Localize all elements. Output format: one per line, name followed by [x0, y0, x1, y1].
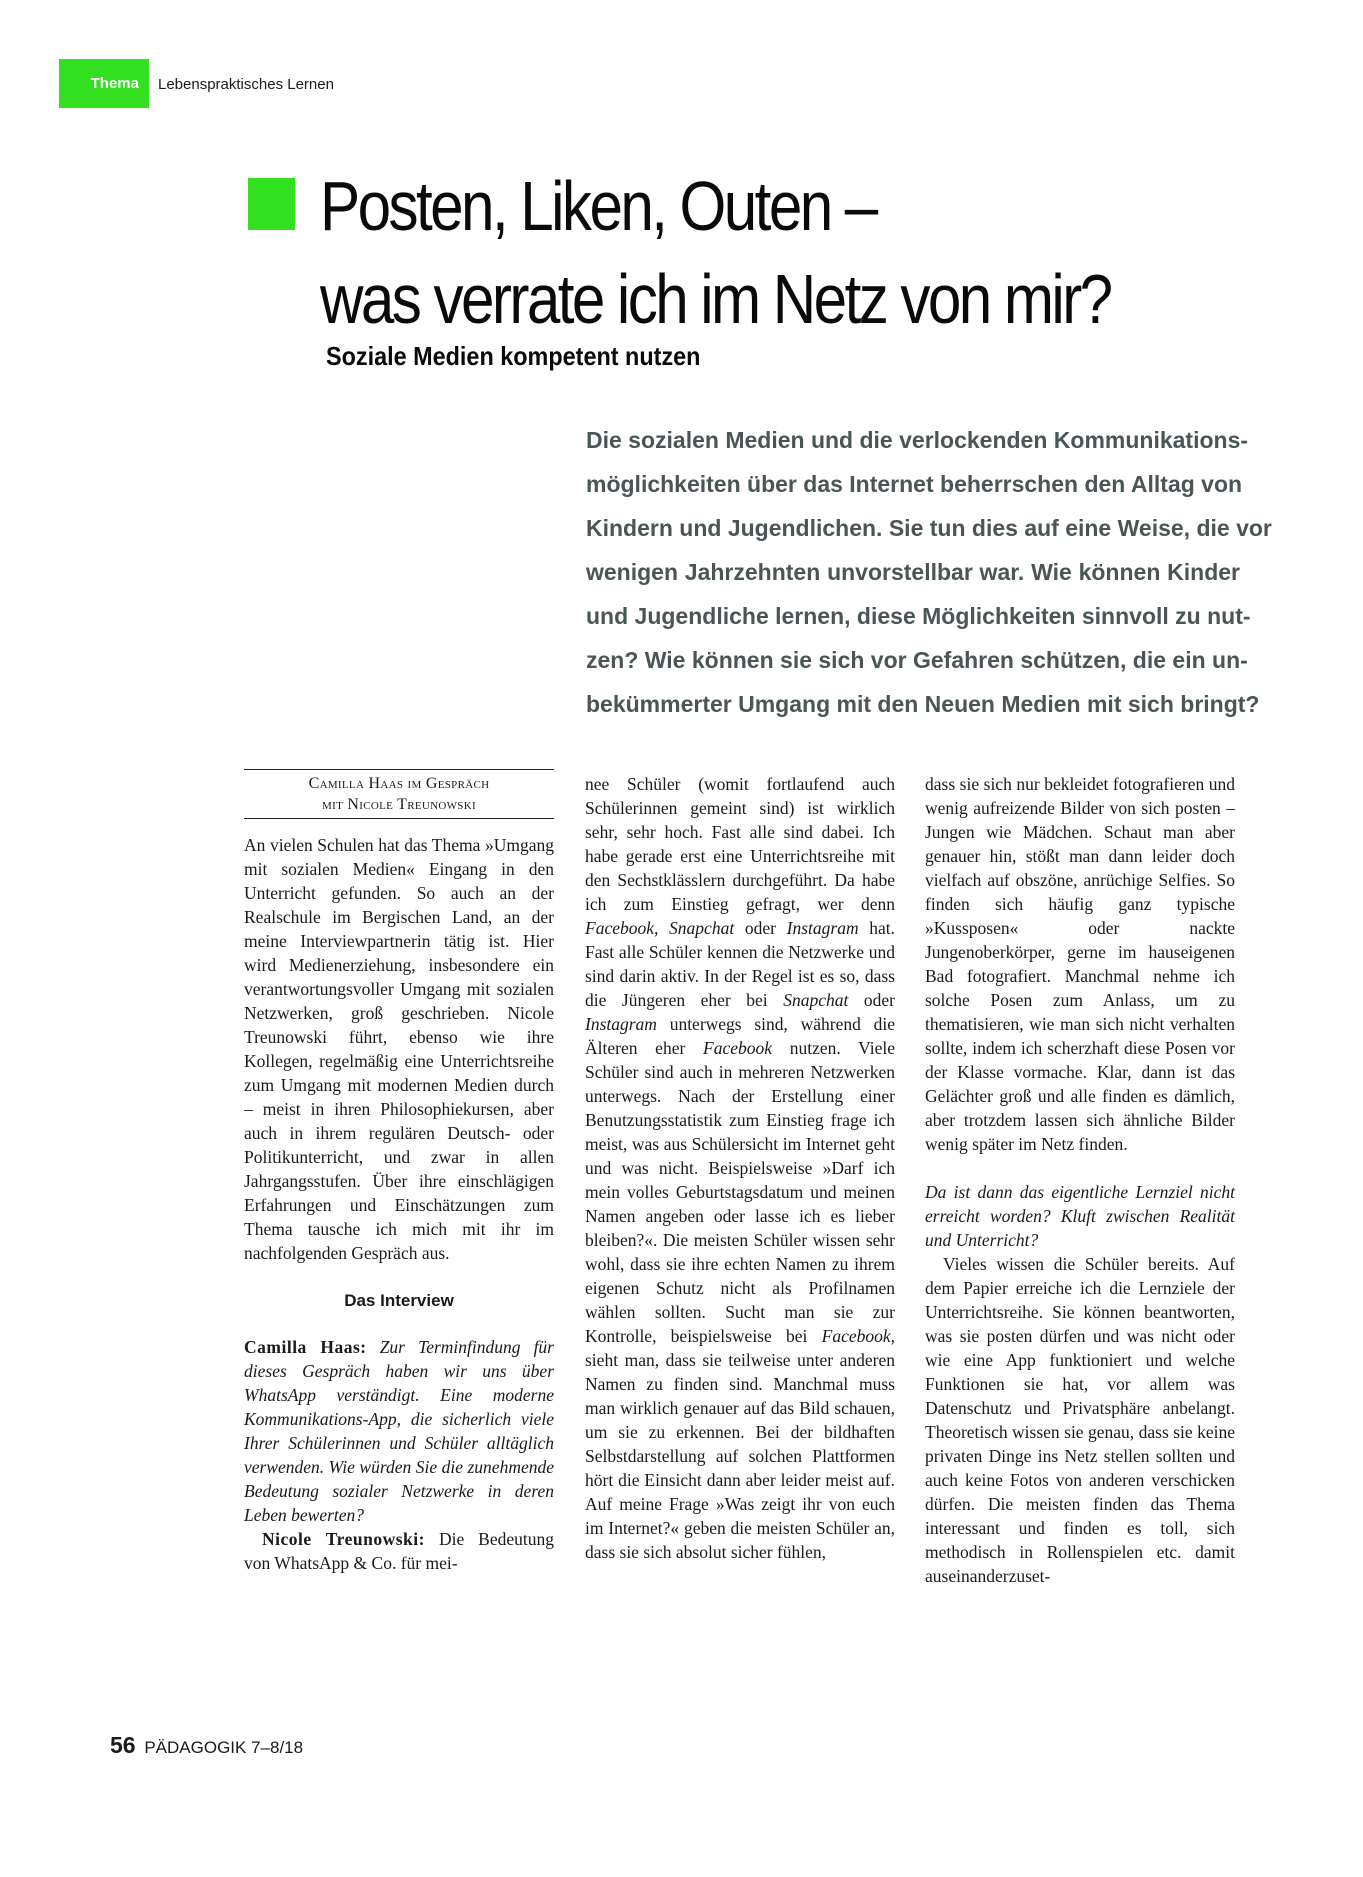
- platform-snapchat: Snapchat: [783, 990, 849, 1010]
- page-footer: [110, 1732, 303, 1759]
- platform-snapchat: Snapchat: [669, 918, 735, 938]
- speaker-interviewee: Nicole Treunowski:: [262, 1529, 425, 1549]
- byline-line-1: Camilla Haas im Gespräch: [308, 775, 490, 792]
- answer-1-end: dass sie sich nur bekleidet fotografieren und wenig aufreizende Bilder von sich posten – Jungen wie Mädchen. Schaut man aber genauer hin, stößt man dann leider doch vielfach auf obszöne, anrüchige Selfies. So finden sich häufig ganz typische »Kussposen« oder nackte Jungenoberkörper, gerne im hauseigenen Bad fotografiert. Manchmal nehme ich solche Posen zum Anlass, um zu thematisieren, wie man sich nicht verhalten sollte, indem ich scherzhaft diese Posen vor der Klasse vormache. Klar, dann ist das Gelächter groß und alle finden es dämlich, aber trotzdem lassen sich ähnliche Bilder wenig später im Netz finden.: [925, 774, 1235, 1154]
- platform-facebook: Facebook,: [585, 918, 659, 938]
- answer-1-continued: [585, 772, 895, 1564]
- section-tag-label: Thema: [90, 75, 139, 92]
- answer-text-part: oder: [744, 918, 776, 938]
- article-title: [320, 160, 1111, 346]
- question-text: Zur Terminfindung für dieses Gespräch haben wir uns über WhatsApp verständigt. Eine moderne Kommunikations-App, die sicherlich viele Ihrer Schülerinnen und Schüler alltäglich verwenden. Wie würden Sie die zunehmende Bedeutung sozialer Netzwerke in deren Leben bewerten?: [244, 1337, 554, 1525]
- answer-text-part: hat. Fast alle Schüler kennen die Netzwerke und sind darin aktiv. In der Regel ist es so, dass die Jüngeren eher bei: [585, 918, 896, 1010]
- platform-instagram: Instagram: [786, 918, 859, 938]
- intro-line: möglichkeiten über das Internet beherrschen den Alltag von: [586, 471, 1243, 497]
- column-2: [585, 772, 895, 1564]
- answer-text-part: oder: [863, 990, 896, 1010]
- speaker-interviewer: Camilla Haas:: [244, 1337, 367, 1357]
- intro-line: zen? Wie können sie sich vor Gefahren schützen, die ein un-: [586, 647, 1248, 673]
- lead-paragraph: An vielen Schulen hat das Thema »Umgang mit sozialen Medien« Eingang in den Unterricht gefunden. So auch an der Realschule im Bergischen Land, an der meine Interviewpartnerin tätig ist. Hier wird Medienerziehung, insbesondere ein verantwortungsvoller Umgang mit sozialen Netzwerken, groß geschrieben. Nicole Treunowski führt, ebenso wie ihre Kollegen, regelmäßig eine Unterrichtsreihe zum Umgang mit modernen Medien durch – meist in ihren Philosophiekursen, aber auch in ihrem regulären Deutsch- oder Politikunterricht, und zwar in allen Jahrgangsstufen. Über ihre einschlägigen Erfahrungen und Einschätzungen zum Thema tausche ich mich mit ihr im nachfolgenden Gespräch aus.: [244, 835, 554, 1263]
- title-line-2: was verrate ich im Netz von mir?: [320, 260, 1111, 338]
- page-number: 56: [110, 1732, 136, 1758]
- column-1: [244, 769, 554, 1575]
- platform-facebook: Facebook,: [821, 1326, 895, 1346]
- journal-issue: PÄDAGOGIK 7–8/18: [144, 1738, 304, 1757]
- title-square-marker: [248, 178, 295, 230]
- intro-line: wenigen Jahrzehnten unvorstellbar war. Wie können Kinder: [586, 559, 1240, 585]
- intro-line: Kindern und Jugendlichen. Sie tun dies auf eine Weise, die vor: [586, 515, 1272, 541]
- intro-paragraph: [586, 418, 1272, 726]
- answer-text-part: nutzen. Viele Schüler sind auch in mehreren Netzwerken unterwegs. Nach der Erstellung einer Benutzungsstatistik zum Einstieg frage ich meist, was aus Schülersicht im Internet geht und was nicht. Beispielsweise »Darf ich mein volles Geburtstagsdatum und meinen Namen angeben oder lasse ich es lieber bleiben?«. Die meisten Schüler wissen sehr wohl, dass sie ihre echten Namen zu ihrem eigenen Schutz nicht als Profilnamen wählen sollten. Sucht man sie zur Kontrolle, beispielsweise bei: [585, 1038, 896, 1346]
- platform-instagram: Instagram: [585, 1014, 657, 1034]
- byline-line-2: mit Nicole Treunowski: [322, 796, 476, 813]
- column-3: [925, 772, 1235, 1588]
- answer-text-part: nee Schüler (womit fortlaufend auch Schülerinnen gemeint sind) ist wirklich sehr, sehr hoch. Fast alle sind dabei. Ich habe gerade erst eine Unterrichtsreihe mit den Sechstklässlern durchgeführt. Da habe ich zum Einstieg gefragt, wer denn: [585, 774, 895, 914]
- answer-text-part: Die Bedeutung von WhatsApp & Co. für mei-: [244, 1529, 555, 1573]
- title-line-1: Posten, Liken, Outen –: [320, 167, 876, 245]
- byline: [244, 769, 554, 819]
- question-1: [244, 1335, 554, 1527]
- answer-1-start: [244, 1527, 554, 1575]
- answer-text-part: sieht man, dass sie teilweise unter anderen Namen zu finden sind. Manchmal muss man wirklich genauer auf das Bild schauen, um sie zu erkennen. Bei der bildhaften Selbstdarstellung auf solchen Plattformen hört die Einsicht dann aber leider meist auf. Auf meine Frage »Was zeigt ihr von euch im Internet?« geben die meisten Schüler an, dass sie sich absolut sicher fühlen,: [585, 1350, 895, 1562]
- section-name: Lebenspraktisches Lernen: [158, 76, 334, 93]
- answer-2: Vieles wissen die Schüler bereits. Auf dem Papier erreiche ich die Lernziele der Unterrichtsreihe. Sie können beantworten, was sie posten dürfen und was nicht oder wie eine App funktioniert und welche Funktionen sie hat, vor allem was Datenschutz und Privatsphäre anbelangt. Theoretisch wissen sie genau, dass sie keine privaten Dinge ins Netz stellen sollten und auch keine Fotos von anderen verschicken dürfen. Die meisten finden das Thema interessant und finden es toll, sich methodisch in Rollenspielen etc. damit auseinanderzuset-: [925, 1254, 1235, 1586]
- intro-line: und Jugendliche lernen, diese Möglichkeiten sinnvoll zu nut-: [586, 603, 1251, 629]
- section-tag: [59, 59, 149, 108]
- section-heading: Das Interview: [344, 1291, 454, 1310]
- article-subtitle: Soziale Medien kompetent nutzen: [326, 341, 701, 371]
- intro-line: bekümmerter Umgang mit den Neuen Medien mit sich bringt?: [586, 691, 1260, 717]
- question-2: Da ist dann das eigentliche Lernziel nicht erreicht worden? Kluft zwischen Realität und Unterricht?: [925, 1182, 1235, 1250]
- intro-line: Die sozialen Medien und die verlockenden Kommunikations-: [586, 427, 1249, 453]
- platform-facebook: Facebook: [703, 1038, 773, 1058]
- answer-text-part: unterwegs sind, während die Älteren eher: [585, 1014, 895, 1058]
